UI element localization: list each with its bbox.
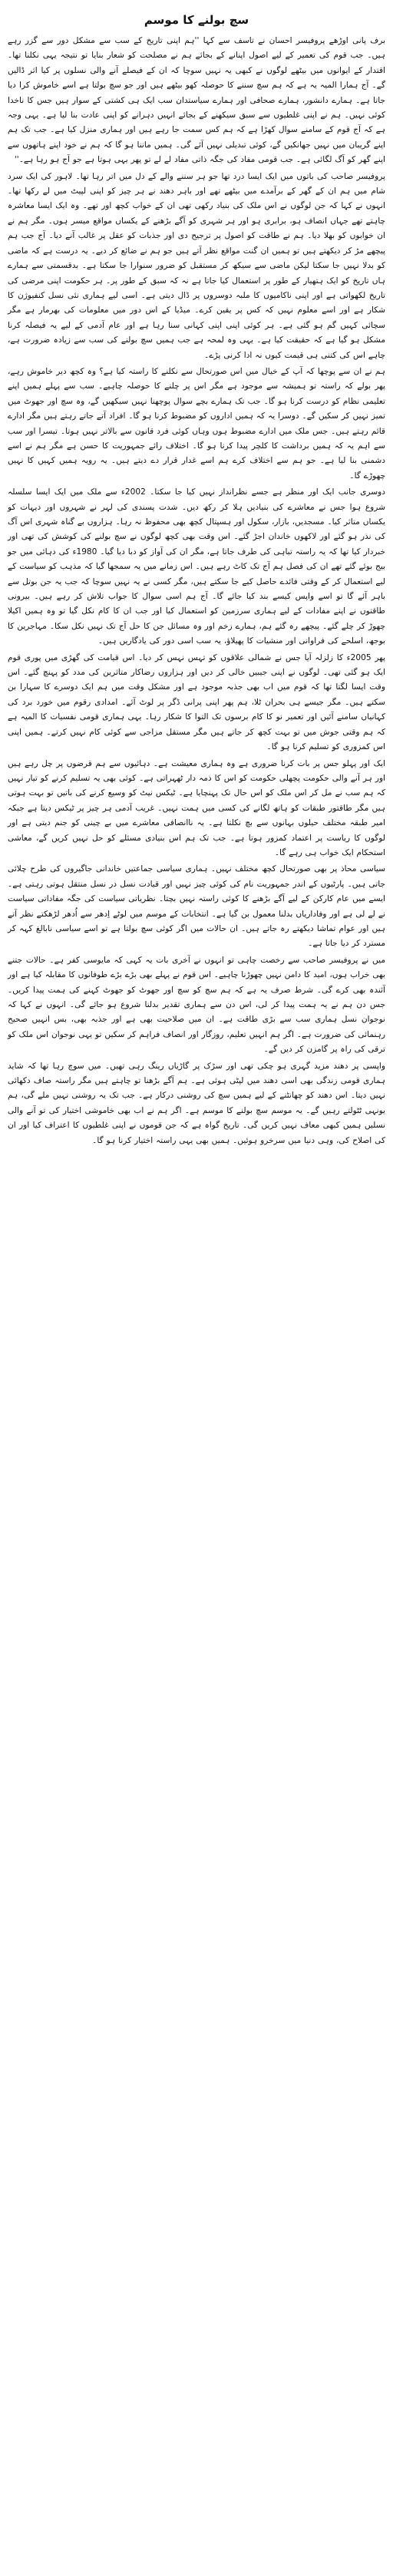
- paragraph: سیاسی محاذ پر بھی صورتحال کچھ مختلف نہیں۔ ہماری سیاسی جماعتیں خاندانی جاگیروں کی طرح چلائی جاتی ہیں۔ پارٹیوں کے اندر جمہوریت نام کی کوئی چیز نہیں اور قیادت نسل در نسل منتقل ہوتی رہتی ہے۔ ایسے میں عام کارکن کے لیے آگے بڑھنے کا کوئی راستہ نہیں بچتا۔ نظریاتی سیاست کی جگہ مفاداتی سیاست نے لے لی ہے اور وفاداریاں بدلنا معمول بن گیا ہے۔ انتخابات کے موسم میں لوٹے اِدھر سے اُدھر لڑھکتے نظر آتے ہیں اور عوام تماشا دیکھتے رہ جاتے ہیں۔ ان حالات میں اگر کوئی سچ بولتا ہے تو اسے سیاسی نابالغ کہہ کر مسترد کر دیا جاتا ہے۔: [8, 864, 385, 949]
- paragraph: واپسی پر دھند مزید گہری ہو چکی تھی اور سڑک پر گاڑیاں رینگ رہی تھیں۔ میں سوچ رہا تھا کہ شاید ہماری قومی زندگی بھی اسی دھند میں لپٹی ہوئی ہے۔ ہم آگے بڑھنا تو چاہتے ہیں مگر راستہ صاف دکھائی نہیں دیتا۔ اس دھند کو چھانٹنے کے لیے ہمیں سچ کی روشنی درکار ہے۔ جب تک یہ روشنی نہیں ملے گی، ہم یونہی ٹٹولتے رہیں گے۔ یہ موسم سچ بولنے کا موسم ہے۔ اگر ہم نے اب بھی خاموشی اختیار کی تو آنے والی نسلیں ہمیں کبھی معاف نہیں کریں گی۔ تاریخ گواہ ہے کہ جن قوموں نے اپنی غلطیوں کا اعتراف کیا اور ان کی اصلاح کی، وہی دنیا میں سرخرو ہوئیں۔ ہمیں بھی یہی راستہ اختیار کرنا ہو گا۔: [8, 1061, 385, 1145]
- paragraph: پروفیسر صاحب کی باتوں میں ایک ایسا درد تھا جو ہر سننے والے کے دل میں اتر رہا تھا۔ لاہور کی ایک سرد شام میں ہم ان کے گھر کے برآمدے میں بیٹھے تھے اور باہر دھند نے ہر چیز کو اپنی لپیٹ میں لے رکھا تھا۔ انہوں نے کہا کہ جن لوگوں نے اس ملک کی بنیاد رکھی تھی ان کے خواب کچھ اور تھے۔ وہ ایک ایسا معاشرہ چاہتے تھے جہاں انصاف ہو، برابری ہو اور ہر شہری کو آگے بڑھنے کے یکساں مواقع میسر ہوں۔ مگر ہم نے ان خوابوں کو بھلا دیا۔ ہم نے طاقت کو اصول پر ترجیح دی اور جذبات کو عقل پر غالب آنے دیا۔ آج جب ہم پیچھے مڑ کر دیکھتے ہیں تو ہمیں ان گنت مواقع نظر آتے ہیں جو ہم نے ضائع کر دیے۔ یہ درست ہے کہ ماضی کو بدلا نہیں جا سکتا لیکن ماضی سے سیکھ کر مستقبل کو ضرور سنوارا جا سکتا ہے۔ بدقسمتی سے ہمارے ہاں تاریخ کو ایک ہتھیار کے طور پر استعمال کیا جاتا ہے نہ کہ سبق کے طور پر۔ ہر حکومت اپنی مرضی کی تاریخ لکھواتی ہے اور اپنی ناکامیوں کا ملبہ دوسروں پر ڈال دیتی ہے۔ اسی لیے ہماری نئی نسل کنفیوژن کا شکار ہے اور اسے معلوم نہیں کہ کس پر یقین کرے۔ میڈیا کے اس دور میں معلومات کی بھرمار ہے مگر سچائی کہیں گم ہو گئی ہے۔ ہر کوئی اپنی اپنی کہانی سنا رہا ہے اور عام آدمی کے لیے یہ فیصلہ کرنا مشکل ہو گیا ہے کہ حقیقت کیا ہے۔ یہی وہ لمحہ ہے جب ہمیں سچ بولنے کی سب سے زیادہ ضرورت ہے، چاہے اس کی کتنی ہی قیمت کیوں نہ ادا کرنی پڑے۔: [8, 171, 385, 360]
- paragraph: دوسری جانب ایک اور منظر ہے جسے نظرانداز نہیں کیا جا سکتا۔ 2002ء سے ملک میں ایک ایسا سلسلہ شروع ہوا جس نے معاشرے کی بنیادیں ہلا کر رکھ دیں۔ شدت پسندی کی لہر نے شہروں اور دیہات کو یکساں متاثر کیا۔ مسجدیں، بازار، سکول اور ہسپتال کچھ بھی محفوظ نہ رہا۔ ہزاروں بے گناہ شہری اس آگ کی نذر ہو گئے اور لاکھوں خاندان اجڑ گئے۔ اس وقت بھی کچھ لوگوں نے سچ بولنے کی کوشش کی تھی اور خبردار کیا تھا کہ یہ راستہ تباہی کی طرف جاتا ہے، مگر ان کی آواز کو دبا دیا گیا۔ 1980ء کی دہائی میں جو بیج بوئے گئے تھے ان کی فصل ہم آج تک کاٹ رہے ہیں۔ اس زمانے میں یہ سمجھا گیا کہ مذہب کو سیاست کے لیے استعمال کر کے وقتی فائدے حاصل کیے جا سکتے ہیں، مگر کسی نے یہ نہیں سوچا کہ جب یہ جن بوتل سے باہر آئے گا تو اسے واپس کیسے بند کیا جائے گا۔ آج ہم اسی سوال کا جواب تلاش کر رہے ہیں۔ بیرونی طاقتوں نے اپنے مفادات کے لیے ہماری سرزمین کو استعمال کیا اور جب ان کا کام نکل گیا تو وہ ہمیں اکیلا چھوڑ کر چلے گئے۔ پیچھے رہ گئے ہم، ہمارے زخم اور وہ مسائل جن کا حل آج تک نہیں نکل سکا۔ مہاجرین کا بوجھ، اسلحے کی فراوانی اور منشیات کا پھیلاؤ، یہ سب اسی دور کی یادگاریں ہیں۔: [8, 487, 386, 646]
- paragraph: ہم نے ان سے پوچھا کہ آپ کے خیال میں اس صورتحال سے نکلنے کا راستہ کیا ہے؟ وہ کچھ دیر خاموش رہے، پھر بولے کہ راستہ تو ہمیشہ سے موجود ہے مگر اس پر چلنے کا حوصلہ چاہیے۔ سب سے پہلے ہمیں اپنے تعلیمی نظام کو درست کرنا ہو گا۔ جب تک ہمارے بچے سوال پوچھنا نہیں سیکھیں گے، وہ سچ اور جھوٹ میں تمیز نہیں کر سکیں گے۔ دوسرا یہ کہ ہمیں اداروں کو مضبوط کرنا ہو گا۔ افراد آتے جاتے رہتے ہیں مگر ادارے قائم رہتے ہیں۔ جس ملک میں ادارے مضبوط ہوں وہاں کوئی فرد قانون سے بالاتر نہیں ہوتا۔ تیسرا اور سب سے اہم یہ کہ ہمیں برداشت کا کلچر پیدا کرنا ہو گا۔ اختلاف رائے جمہوریت کا حسن ہے مگر ہم نے اسے دشمنی بنا لیا ہے۔ جو ہم سے اختلاف کرے ہم اسے غدار قرار دے دیتے ہیں۔ یہ رویہ ہمیں کہیں کا نہیں چھوڑے گا۔: [8, 366, 385, 481]
- paragraph: پھر 2005ء کا زلزلہ آیا جس نے شمالی علاقوں کو تہس نہس کر دیا۔ اس قیامت کی گھڑی میں پوری قوم ایک ہو گئی تھی۔ لوگوں نے اپنی جیبیں خالی کر دیں اور ہزاروں رضاکار متاثرین کی مدد کو پہنچ گئے۔ اس وقت ایسا لگتا تھا کہ قوم میں اب بھی جذبہ موجود ہے اور مشکل وقت میں ہم ایک دوسرے کا سہارا بن سکتے ہیں۔ مگر جیسے ہی بحران ٹلا، ہم پھر اپنی پرانی ڈگر پر لوٹ آئے۔ امدادی رقوم میں خورد برد کی کہانیاں سامنے آئیں اور تعمیر نو کا کام برسوں تک التوا کا شکار رہا۔ یہی ہماری قومی نفسیات کا المیہ ہے کہ ہم وقتی جوش میں تو بہت کچھ کر جاتے ہیں مگر مستقل مزاجی سے کوئی کام نہیں کرتے۔ ہمیں اپنی اس کمزوری کو تسلیم کرنا ہو گا۔: [8, 652, 386, 752]
- paragraph: ایک اور پہلو جس پر بات کرنا ضروری ہے وہ ہماری معیشت ہے۔ دہائیوں سے ہم قرضوں پر چل رہے ہیں اور ہر آنے والی حکومت پچھلی حکومت کو اس کا ذمہ دار ٹھہراتی ہے۔ کوئی بھی یہ تسلیم کرنے کو تیار نہیں کہ ہم سب نے مل کر اس ملک کو اس حال تک پہنچایا ہے۔ ٹیکس نیٹ کو وسیع کرنے کی باتیں تو بہت ہوتی ہیں مگر طاقتور طبقات کو ہاتھ لگانے کی کسی میں ہمت نہیں۔ غریب آدمی ہر چیز پر ٹیکس دیتا ہے جبکہ امیر طبقہ مختلف حیلوں بہانوں سے بچ نکلتا ہے۔ یہ ناانصافی معاشرے میں بے چینی کو جنم دیتی ہے اور لوگوں کا ریاست پر اعتماد کمزور ہوتا ہے۔ جب تک ہم اس بنیادی مسئلے کو حل نہیں کریں گے، معاشی استحکام ایک خواب ہی رہے گا۔: [8, 758, 385, 857]
- article-title: سچ بولنے کا موسم: [144, 13, 249, 27]
- article: [8, 0, 385, 1158]
- paragraph: میں نے پروفیسر صاحب سے رخصت چاہی تو انہوں نے آخری بات یہ کہی کہ مایوسی کفر ہے۔ حالات جتنے بھی خراب ہوں، امید کا دامن نہیں چھوڑنا چاہیے۔ اس قوم نے پہلے بھی بڑے بڑے طوفانوں کا مقابلہ کیا ہے اور آئندہ بھی کرے گی۔ شرط صرف یہ ہے کہ ہم سچ کو سچ اور جھوٹ کو جھوٹ کہنے کی ہمت پیدا کریں۔ جس دن ہم نے یہ ہمت پیدا کر لی، اس دن سے ہماری تقدیر بدلنا شروع ہو جائے گی۔ انہوں نے کہا کہ نوجوان نسل ہماری سب سے بڑی طاقت ہے۔ ان میں صلاحیت بھی ہے اور جذبہ بھی، بس انہیں صحیح رہنمائی کی ضرورت ہے۔ اگر ہم انہیں تعلیم، روزگار اور انصاف فراہم کر سکیں تو یہی نوجوان اس ملک کو ترقی کی راہ پر گامزن کر دیں گے۔: [8, 955, 385, 1055]
- paragraph: برف پانی اوڑھے پروفیسر احسان نے تاسف سے کہا ''ہم اپنی تاریخ کے سب سے مشکل دور سے گزر رہے ہیں۔ جب قوم کی تعمیر کے لیے اصول اپنانے کے بجائے ہم نے مصلحت کو شعار بنایا تو نتیجہ یہی نکلنا تھا۔ اقتدار کے ایوانوں میں بیٹھے لوگوں نے کبھی یہ نہیں سوچا کہ ان کے فیصلے آنے والی نسلوں پر کیا اثر ڈالیں گے۔ آج ہمارا المیہ یہ ہے کہ ہم سچ سننے کا حوصلہ کھو بیٹھے ہیں اور جو سچ بولتا ہے اسے خاموش کرا دیا جاتا ہے۔ ہمارے دانشور، ہمارے صحافی اور ہمارے سیاستدان سب ایک ہی کشتی کے سوار ہیں جس کا ناخدا کوئی نہیں۔ ہم نے اپنی غلطیوں سے سبق سیکھنے کے بجائے انہیں دہرانے کو اپنی عادت بنا لیا ہے۔ یہی وجہ ہے کہ آج قوم کے سامنے سوال کھڑا ہے کہ ہم کس سمت جا رہے ہیں اور ہماری منزل کیا ہے۔ جب تک ہم اپنے گریبان میں نہیں جھانکیں گے، کوئی تبدیلی نہیں آئے گی۔ ہمیں ماننا ہو گا کہ ہم نے خود اپنے ہاتھوں سے اپنے گھر کو آگ لگائی ہے۔ جب قومی مفاد کی جگہ ذاتی مفاد لے لے تو پھر یہی ہوتا ہے جو آج ہو رہا ہے۔'': [8, 36, 385, 165]
